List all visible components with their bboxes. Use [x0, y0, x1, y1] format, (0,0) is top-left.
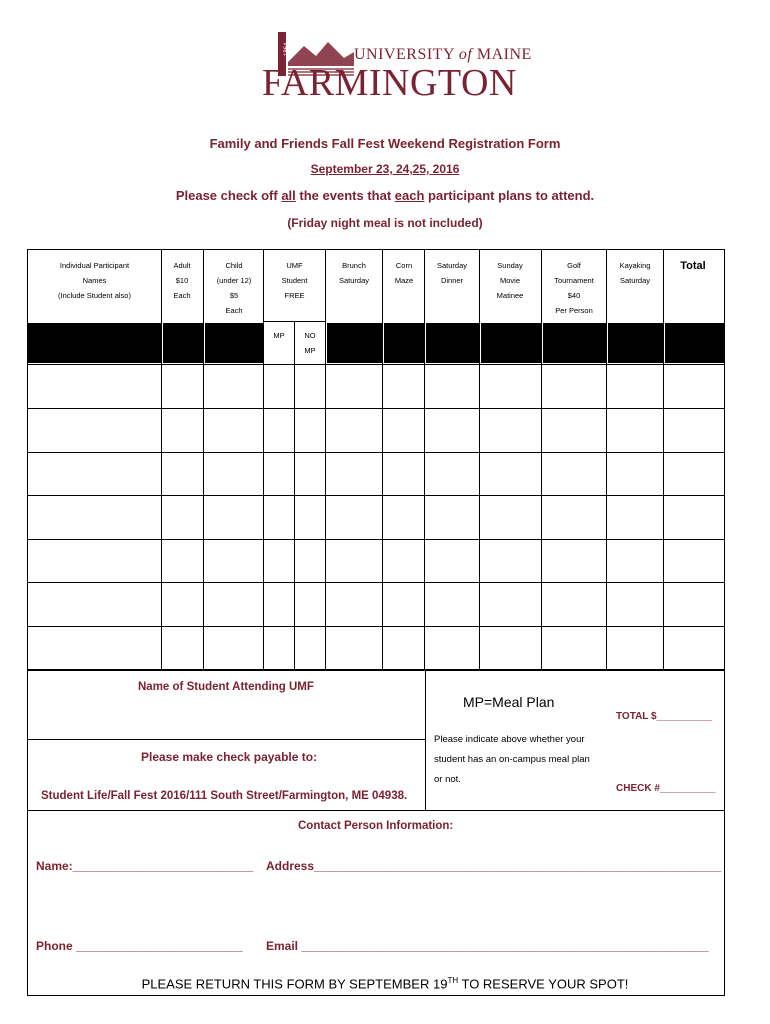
header-no-mp: NO MP	[304, 331, 316, 355]
header-total: Total	[680, 260, 706, 272]
meal-note: (Friday night meal is not included)	[287, 216, 483, 230]
event-dates: September 23, 24,25, 2016	[310, 162, 460, 176]
payee-address: Student Life/Fall Fest 2016/111 South Street/Farmington, ME 04938.	[41, 790, 408, 802]
email-field[interactable]: Email _____________________________________________________________	[266, 939, 709, 953]
meal-plan-title: MP=Meal Plan	[463, 694, 555, 710]
total-field[interactable]: TOTAL $__________	[616, 711, 713, 722]
instruction-text: Please check off all the events that each participant plans to attend.	[175, 188, 595, 203]
header-dinner: Saturday Dinner	[436, 261, 468, 285]
address-field[interactable]: Address_____________________________________________________________	[266, 859, 722, 873]
phone-field[interactable]: Phone _________________________	[36, 939, 243, 953]
form-title: Family and Friends Fall Fest Weekend Registration Form	[209, 136, 561, 151]
header-golf: Golf Tournament $40 Per Person	[554, 261, 594, 315]
meal-plan-note: Please indicate above whether your student has an on-campus meal plan or not.	[434, 734, 590, 785]
header-kayaking: Kayaking Saturday	[619, 261, 651, 285]
university-name: UNIVERSITY of MAINE	[354, 46, 532, 63]
header-participant: Individual Participant Names (Include Student also)	[58, 261, 131, 300]
check-payable-label: Please make check payable to:	[141, 750, 318, 764]
header-mp: MP	[273, 331, 285, 340]
header-movie: Sunday Movie Matinee	[496, 261, 524, 300]
header-corn-maze: Corn Maze	[394, 261, 414, 285]
contact-heading: Contact Person Information:	[298, 820, 454, 832]
header-child: Child (under 12) $5 Each	[216, 261, 252, 315]
seal-year: 1864	[284, 42, 290, 56]
student-name-label: Name of Student Attending UMF	[138, 681, 314, 693]
table-border	[27, 249, 725, 670]
name-field[interactable]: Name:___________________________	[36, 859, 253, 873]
header-brunch: Brunch Saturday	[338, 261, 370, 285]
closing-notice: PLEASE RETURN THIS FORM BY SEPTEMBER 19TH TO RESERVE YOUR SPOT!	[141, 976, 629, 992]
check-number-field[interactable]: CHECK #__________	[616, 783, 716, 794]
campus-name: FARMINGTON	[262, 62, 517, 104]
header-umf: UMF Student FREE	[281, 261, 308, 300]
header-adult: Adult $10 Each	[173, 261, 191, 300]
university-logo	[262, 30, 532, 104]
